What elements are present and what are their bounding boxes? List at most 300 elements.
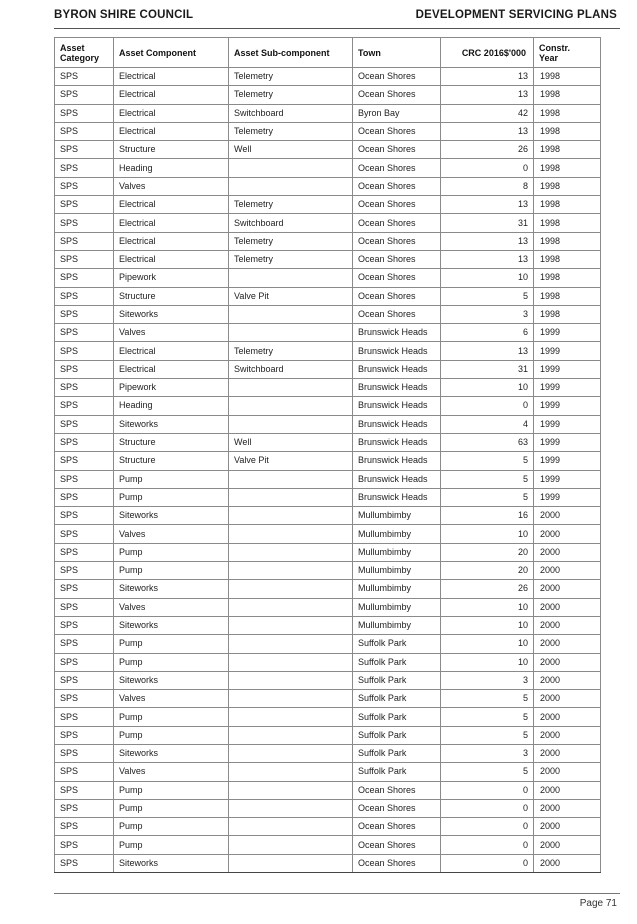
cell-constr-year: 1998 [534, 232, 601, 250]
cell-asset-category: SPS [55, 177, 114, 195]
cell-asset-sub-component [229, 305, 353, 323]
cell-asset-sub-component: Well [229, 141, 353, 159]
table-row [55, 836, 601, 854]
cell-crc: 10 [441, 379, 534, 397]
cell-constr-year: 1998 [534, 196, 601, 214]
cell-asset-component: Pipework [114, 379, 229, 397]
cell-asset-component: Heading [114, 159, 229, 177]
cell-crc: 31 [441, 214, 534, 232]
cell-asset-category: SPS [55, 598, 114, 616]
cell-crc: 13 [441, 250, 534, 268]
cell-town: Brunswick Heads [353, 360, 441, 378]
cell-asset-sub-component [229, 507, 353, 525]
cell-asset-sub-component: Telemetry [229, 122, 353, 140]
column-header-crc: CRC 2016$'000 [441, 38, 534, 68]
cell-asset-component: Electrical [114, 232, 229, 250]
table-row [55, 360, 601, 378]
cell-asset-component: Siteworks [114, 507, 229, 525]
cell-asset-component: Structure [114, 433, 229, 451]
cell-crc: 10 [441, 635, 534, 653]
cell-town: Suffolk Park [353, 635, 441, 653]
cell-crc: 6 [441, 324, 534, 342]
cell-crc: 42 [441, 104, 534, 122]
cell-asset-sub-component [229, 671, 353, 689]
cell-asset-component: Pump [114, 562, 229, 580]
cell-town: Mullumbimby [353, 580, 441, 598]
table-row [55, 781, 601, 799]
cell-asset-category: SPS [55, 488, 114, 506]
table-row [55, 122, 601, 140]
table-row [55, 232, 601, 250]
cell-asset-component: Pump [114, 708, 229, 726]
cell-constr-year: 1999 [534, 342, 601, 360]
cell-asset-sub-component [229, 836, 353, 854]
cell-asset-sub-component: Telemetry [229, 196, 353, 214]
cell-town: Suffolk Park [353, 708, 441, 726]
cell-town: Brunswick Heads [353, 342, 441, 360]
cell-asset-sub-component: Telemetry [229, 250, 353, 268]
cell-asset-component: Pump [114, 781, 229, 799]
cell-town: Ocean Shores [353, 781, 441, 799]
cell-asset-sub-component [229, 269, 353, 287]
cell-town: Ocean Shores [353, 818, 441, 836]
cell-asset-component: Pump [114, 799, 229, 817]
table-row [55, 452, 601, 470]
cell-town: Ocean Shores [353, 836, 441, 854]
cell-asset-sub-component [229, 562, 353, 580]
page-number: Page 71 [579, 898, 617, 909]
cell-crc: 26 [441, 141, 534, 159]
cell-asset-component: Electrical [114, 196, 229, 214]
cell-asset-category: SPS [55, 543, 114, 561]
cell-crc: 3 [441, 671, 534, 689]
cell-asset-component: Structure [114, 452, 229, 470]
table-row [55, 86, 601, 104]
cell-asset-sub-component [229, 635, 353, 653]
cell-constr-year: 1999 [534, 470, 601, 488]
cell-asset-component: Siteworks [114, 616, 229, 634]
cell-asset-sub-component [229, 580, 353, 598]
cell-asset-category: SPS [55, 141, 114, 159]
table-row [55, 598, 601, 616]
cell-asset-category: SPS [55, 854, 114, 872]
cell-crc: 5 [441, 452, 534, 470]
cell-crc: 20 [441, 543, 534, 561]
cell-town: Brunswick Heads [353, 397, 441, 415]
cell-asset-sub-component: Well [229, 433, 353, 451]
cell-asset-category: SPS [55, 452, 114, 470]
cell-town: Suffolk Park [353, 763, 441, 781]
cell-asset-sub-component: Switchboard [229, 214, 353, 232]
table-row [55, 818, 601, 836]
cell-asset-category: SPS [55, 433, 114, 451]
document-title: DEVELOPMENT SERVICING PLANS [415, 9, 617, 21]
cell-crc: 5 [441, 763, 534, 781]
cell-town: Ocean Shores [353, 86, 441, 104]
cell-constr-year: 1999 [534, 415, 601, 433]
cell-asset-component: Siteworks [114, 580, 229, 598]
cell-asset-sub-component [229, 818, 353, 836]
cell-constr-year: 1999 [534, 433, 601, 451]
table-row [55, 250, 601, 268]
cell-asset-category: SPS [55, 818, 114, 836]
cell-asset-category: SPS [55, 580, 114, 598]
cell-town: Ocean Shores [353, 250, 441, 268]
table-row [55, 635, 601, 653]
cell-town: Suffolk Park [353, 726, 441, 744]
cell-constr-year: 2000 [534, 799, 601, 817]
cell-asset-category: SPS [55, 836, 114, 854]
cell-asset-component: Structure [114, 141, 229, 159]
cell-crc: 5 [441, 287, 534, 305]
cell-constr-year: 2000 [534, 836, 601, 854]
cell-asset-component: Electrical [114, 214, 229, 232]
cell-crc: 0 [441, 818, 534, 836]
cell-asset-component: Pump [114, 726, 229, 744]
cell-crc: 4 [441, 415, 534, 433]
table-row [55, 196, 601, 214]
cell-crc: 0 [441, 781, 534, 799]
cell-asset-category: SPS [55, 342, 114, 360]
cell-town: Ocean Shores [353, 141, 441, 159]
cell-crc: 20 [441, 562, 534, 580]
cell-constr-year: 1999 [534, 324, 601, 342]
cell-town: Ocean Shores [353, 196, 441, 214]
cell-town: Ocean Shores [353, 68, 441, 86]
cell-asset-sub-component [229, 324, 353, 342]
cell-crc: 63 [441, 433, 534, 451]
cell-town: Mullumbimby [353, 543, 441, 561]
cell-asset-sub-component: Telemetry [229, 342, 353, 360]
cell-constr-year: 1998 [534, 141, 601, 159]
cell-town: Mullumbimby [353, 525, 441, 543]
cell-town: Ocean Shores [353, 799, 441, 817]
table-row [55, 525, 601, 543]
cell-asset-sub-component: Switchboard [229, 360, 353, 378]
cell-town: Suffolk Park [353, 744, 441, 762]
table-header-row [55, 38, 601, 68]
table-row [55, 470, 601, 488]
cell-town: Ocean Shores [353, 287, 441, 305]
cell-town: Mullumbimby [353, 616, 441, 634]
cell-town: Byron Bay [353, 104, 441, 122]
table-row [55, 799, 601, 817]
cell-asset-category: SPS [55, 616, 114, 634]
cell-crc: 5 [441, 690, 534, 708]
table-row [55, 690, 601, 708]
cell-asset-category: SPS [55, 635, 114, 653]
table-row [55, 305, 601, 323]
cell-crc: 13 [441, 68, 534, 86]
cell-crc: 0 [441, 836, 534, 854]
table-row [55, 580, 601, 598]
cell-asset-category: SPS [55, 690, 114, 708]
cell-constr-year: 1998 [534, 305, 601, 323]
cell-asset-component: Electrical [114, 250, 229, 268]
cell-asset-component: Structure [114, 287, 229, 305]
cell-asset-sub-component [229, 690, 353, 708]
cell-crc: 5 [441, 470, 534, 488]
cell-town: Ocean Shores [353, 854, 441, 872]
table-row [55, 141, 601, 159]
cell-asset-sub-component [229, 616, 353, 634]
cell-crc: 3 [441, 305, 534, 323]
cell-town: Suffolk Park [353, 653, 441, 671]
cell-asset-component: Pump [114, 470, 229, 488]
cell-asset-category: SPS [55, 799, 114, 817]
cell-asset-sub-component [229, 781, 353, 799]
cell-constr-year: 1998 [534, 159, 601, 177]
cell-crc: 10 [441, 525, 534, 543]
cell-crc: 31 [441, 360, 534, 378]
cell-asset-sub-component [229, 726, 353, 744]
cell-asset-category: SPS [55, 287, 114, 305]
cell-crc: 13 [441, 196, 534, 214]
table-row [55, 342, 601, 360]
cell-asset-sub-component [229, 177, 353, 195]
cell-asset-category: SPS [55, 470, 114, 488]
cell-asset-category: SPS [55, 214, 114, 232]
cell-town: Ocean Shores [353, 177, 441, 195]
cell-constr-year: 2000 [534, 562, 601, 580]
table-row [55, 269, 601, 287]
cell-town: Ocean Shores [353, 305, 441, 323]
cell-asset-sub-component [229, 470, 353, 488]
cell-crc: 8 [441, 177, 534, 195]
cell-constr-year: 1998 [534, 122, 601, 140]
cell-crc: 0 [441, 397, 534, 415]
cell-town: Ocean Shores [353, 214, 441, 232]
cell-asset-sub-component: Telemetry [229, 86, 353, 104]
cell-asset-component: Electrical [114, 342, 229, 360]
cell-constr-year: 1999 [534, 397, 601, 415]
cell-asset-category: SPS [55, 324, 114, 342]
cell-constr-year: 2000 [534, 507, 601, 525]
cell-asset-sub-component [229, 397, 353, 415]
cell-asset-component: Pump [114, 818, 229, 836]
cell-asset-component: Electrical [114, 122, 229, 140]
cell-asset-sub-component [229, 159, 353, 177]
column-header-asset-component: Asset Component [114, 38, 229, 68]
cell-asset-category: SPS [55, 726, 114, 744]
cell-crc: 3 [441, 744, 534, 762]
cell-asset-category: SPS [55, 360, 114, 378]
cell-town: Ocean Shores [353, 159, 441, 177]
cell-constr-year: 1998 [534, 104, 601, 122]
cell-asset-sub-component [229, 744, 353, 762]
table-row [55, 763, 601, 781]
table-row [55, 287, 601, 305]
header-divider [54, 28, 620, 29]
column-header-asset-sub-component: Asset Sub-component [229, 38, 353, 68]
cell-asset-sub-component: Valve Pit [229, 452, 353, 470]
cell-asset-sub-component: Switchboard [229, 104, 353, 122]
cell-town: Brunswick Heads [353, 415, 441, 433]
cell-constr-year: 1999 [534, 452, 601, 470]
cell-asset-category: SPS [55, 671, 114, 689]
cell-crc: 5 [441, 708, 534, 726]
cell-constr-year: 1998 [534, 287, 601, 305]
cell-constr-year: 1999 [534, 379, 601, 397]
table-row [55, 744, 601, 762]
cell-constr-year: 2000 [534, 818, 601, 836]
cell-asset-category: SPS [55, 415, 114, 433]
cell-constr-year: 1998 [534, 68, 601, 86]
cell-asset-category: SPS [55, 763, 114, 781]
cell-asset-component: Valves [114, 763, 229, 781]
cell-asset-component: Siteworks [114, 671, 229, 689]
cell-asset-component: Valves [114, 690, 229, 708]
cell-crc: 10 [441, 598, 534, 616]
cell-crc: 13 [441, 342, 534, 360]
cell-town: Brunswick Heads [353, 324, 441, 342]
cell-asset-sub-component [229, 598, 353, 616]
cell-asset-sub-component: Telemetry [229, 232, 353, 250]
cell-asset-sub-component [229, 763, 353, 781]
cell-town: Brunswick Heads [353, 433, 441, 451]
cell-constr-year: 2000 [534, 580, 601, 598]
table-row [55, 507, 601, 525]
cell-constr-year: 2000 [534, 726, 601, 744]
cell-asset-component: Valves [114, 324, 229, 342]
cell-constr-year: 2000 [534, 690, 601, 708]
cell-town: Mullumbimby [353, 507, 441, 525]
cell-asset-component: Pump [114, 488, 229, 506]
table-row [55, 214, 601, 232]
cell-constr-year: 1998 [534, 269, 601, 287]
column-header-constr-year: Constr. Year [534, 38, 601, 68]
cell-constr-year: 1999 [534, 360, 601, 378]
cell-crc: 0 [441, 159, 534, 177]
cell-town: Brunswick Heads [353, 488, 441, 506]
footer-divider [54, 893, 620, 894]
cell-constr-year: 2000 [534, 763, 601, 781]
cell-town: Ocean Shores [353, 232, 441, 250]
cell-asset-component: Pump [114, 836, 229, 854]
cell-constr-year: 2000 [534, 781, 601, 799]
cell-asset-category: SPS [55, 525, 114, 543]
cell-asset-component: Electrical [114, 104, 229, 122]
council-name: BYRON SHIRE COUNCIL [54, 9, 194, 21]
cell-constr-year: 2000 [534, 543, 601, 561]
cell-asset-category: SPS [55, 68, 114, 86]
cell-asset-component: Siteworks [114, 744, 229, 762]
cell-asset-category: SPS [55, 397, 114, 415]
cell-asset-category: SPS [55, 232, 114, 250]
cell-town: Ocean Shores [353, 269, 441, 287]
asset-table [54, 37, 601, 873]
table-row [55, 726, 601, 744]
cell-constr-year: 2000 [534, 635, 601, 653]
cell-constr-year: 2000 [534, 671, 601, 689]
table-row [55, 653, 601, 671]
cell-town: Ocean Shores [353, 122, 441, 140]
cell-constr-year: 1999 [534, 488, 601, 506]
cell-constr-year: 1998 [534, 177, 601, 195]
table-row [55, 415, 601, 433]
cell-asset-component: Pump [114, 543, 229, 561]
cell-asset-category: SPS [55, 379, 114, 397]
table-row [55, 177, 601, 195]
cell-asset-sub-component [229, 525, 353, 543]
table-row [55, 671, 601, 689]
table-row [55, 562, 601, 580]
cell-town: Suffolk Park [353, 690, 441, 708]
cell-crc: 13 [441, 232, 534, 250]
cell-asset-component: Valves [114, 598, 229, 616]
cell-asset-sub-component: Valve Pit [229, 287, 353, 305]
cell-asset-component: Electrical [114, 360, 229, 378]
table-row [55, 104, 601, 122]
cell-asset-sub-component [229, 708, 353, 726]
cell-constr-year: 1998 [534, 250, 601, 268]
cell-constr-year: 2000 [534, 708, 601, 726]
cell-asset-component: Electrical [114, 68, 229, 86]
cell-asset-sub-component [229, 379, 353, 397]
cell-asset-component: Siteworks [114, 415, 229, 433]
cell-crc: 10 [441, 616, 534, 634]
cell-crc: 13 [441, 122, 534, 140]
cell-crc: 16 [441, 507, 534, 525]
cell-asset-sub-component [229, 543, 353, 561]
table-row [55, 488, 601, 506]
table-row [55, 159, 601, 177]
cell-constr-year: 2000 [534, 854, 601, 872]
table-row [55, 397, 601, 415]
cell-constr-year: 1998 [534, 214, 601, 232]
cell-crc: 5 [441, 726, 534, 744]
column-header-asset-category: Asset Category [55, 38, 114, 68]
table-row [55, 854, 601, 872]
cell-asset-category: SPS [55, 269, 114, 287]
cell-asset-component: Electrical [114, 86, 229, 104]
cell-constr-year: 2000 [534, 616, 601, 634]
cell-asset-category: SPS [55, 86, 114, 104]
cell-crc: 10 [441, 269, 534, 287]
cell-asset-category: SPS [55, 159, 114, 177]
cell-asset-category: SPS [55, 507, 114, 525]
cell-asset-component: Pump [114, 653, 229, 671]
cell-asset-category: SPS [55, 562, 114, 580]
cell-constr-year: 2000 [534, 598, 601, 616]
cell-crc: 13 [441, 86, 534, 104]
cell-asset-category: SPS [55, 653, 114, 671]
cell-asset-sub-component [229, 854, 353, 872]
table-row [55, 324, 601, 342]
cell-crc: 0 [441, 799, 534, 817]
cell-town: Brunswick Heads [353, 470, 441, 488]
table-row [55, 379, 601, 397]
cell-asset-component: Valves [114, 525, 229, 543]
table-row [55, 616, 601, 634]
table-row [55, 433, 601, 451]
cell-asset-component: Pump [114, 635, 229, 653]
cell-asset-component: Pipework [114, 269, 229, 287]
table-row [55, 543, 601, 561]
cell-constr-year: 2000 [534, 653, 601, 671]
cell-crc: 0 [441, 854, 534, 872]
cell-asset-category: SPS [55, 708, 114, 726]
cell-asset-component: Siteworks [114, 854, 229, 872]
cell-asset-category: SPS [55, 744, 114, 762]
cell-asset-sub-component [229, 653, 353, 671]
cell-asset-category: SPS [55, 305, 114, 323]
cell-asset-category: SPS [55, 122, 114, 140]
cell-asset-category: SPS [55, 781, 114, 799]
cell-asset-sub-component [229, 488, 353, 506]
cell-constr-year: 1998 [534, 86, 601, 104]
table-body [55, 68, 601, 873]
